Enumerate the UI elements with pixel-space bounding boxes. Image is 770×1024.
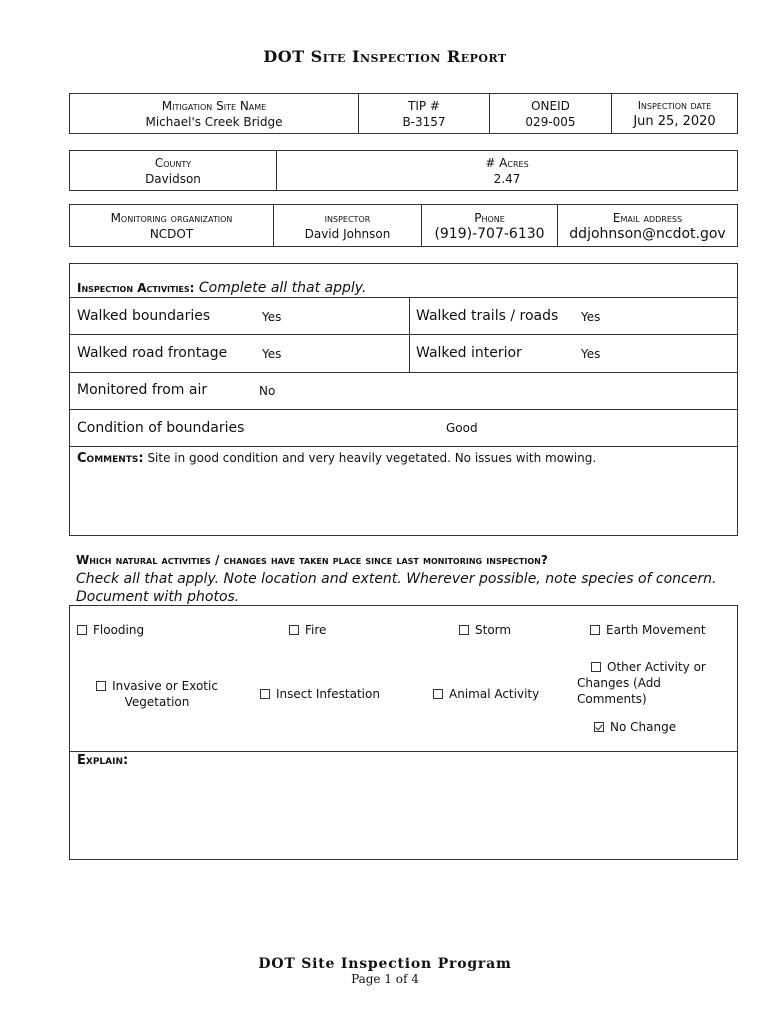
activities-header bbox=[77, 280, 366, 296]
phone-label: Phone bbox=[474, 210, 505, 225]
date-label: Inspection date bbox=[637, 98, 712, 112]
comments-label: Comments: bbox=[77, 451, 144, 466]
walked-boundaries-value: Yes bbox=[262, 310, 282, 324]
no-change-checkbox[interactable] bbox=[594, 722, 604, 732]
site-name-value: Michael's Creek Bridge bbox=[145, 114, 283, 129]
fire-checkbox[interactable] bbox=[289, 625, 299, 635]
natural-instruction-line2: Document with photos. bbox=[76, 589, 240, 605]
invasive-label-line1: Invasive or Exotic bbox=[112, 679, 218, 693]
invasive-option[interactable] bbox=[92, 678, 222, 710]
tip-value: B-3157 bbox=[402, 114, 446, 129]
natural-instruction-line1: Check all that apply. Note location and extent. Wherever possible, note species of concern. bbox=[76, 571, 717, 587]
comments-text: Site in good condition and very heavily vegetated. No issues with mowing. bbox=[147, 451, 597, 465]
site-name-label: Mitigation Site Name bbox=[161, 98, 267, 113]
inspector-value: David Johnson bbox=[304, 226, 391, 241]
no-change-option[interactable] bbox=[594, 719, 676, 735]
earth-movement-option[interactable] bbox=[590, 622, 706, 638]
acres-cell bbox=[277, 151, 738, 191]
no-change-label: No Change bbox=[610, 720, 677, 734]
walked-trails-value: Yes bbox=[581, 310, 601, 324]
natural-activities-section bbox=[69, 605, 738, 860]
date-cell bbox=[612, 94, 738, 134]
natural-heading: Which natural activities / changes have taken place since last monitoring inspection? bbox=[76, 553, 548, 567]
inspection-activities-section bbox=[69, 263, 738, 536]
comments-block bbox=[77, 451, 596, 466]
walked-road-frontage-label: Walked road frontage bbox=[77, 345, 228, 361]
column-divider bbox=[409, 298, 410, 334]
footer-page: Page 1 of 4 bbox=[351, 972, 419, 986]
walked-road-frontage-value: Yes bbox=[262, 347, 282, 361]
inspector-cell bbox=[274, 205, 422, 247]
county-cell bbox=[70, 151, 277, 191]
county-table bbox=[69, 150, 738, 191]
other-label-line2: Changes (Add bbox=[577, 676, 661, 690]
monitored-air-label: Monitored from air bbox=[77, 382, 208, 398]
other-label-line3: Comments) bbox=[577, 692, 647, 706]
activities-heading: Inspection Activities: bbox=[77, 281, 195, 295]
explain-row bbox=[70, 751, 737, 860]
activity-row-1 bbox=[70, 297, 737, 334]
flooding-checkbox[interactable] bbox=[77, 625, 87, 635]
oneid-label: ONEID bbox=[531, 98, 570, 113]
animal-checkbox[interactable] bbox=[433, 689, 443, 699]
condition-label: Condition of boundaries bbox=[77, 420, 245, 436]
contact-table bbox=[69, 204, 738, 247]
inspector-label: inspector bbox=[324, 210, 371, 225]
acres-value: 2.47 bbox=[493, 171, 521, 186]
storm-label: Storm bbox=[475, 623, 512, 637]
invasive-checkbox[interactable] bbox=[96, 681, 106, 691]
storm-option[interactable] bbox=[459, 622, 511, 638]
fire-label: Fire bbox=[305, 623, 327, 637]
site-name-cell bbox=[70, 94, 359, 134]
activity-row-2 bbox=[70, 334, 737, 372]
insect-label: Insect Infestation bbox=[276, 687, 380, 701]
fire-option[interactable] bbox=[289, 622, 326, 638]
activity-row-4 bbox=[70, 409, 737, 446]
oneid-cell bbox=[490, 94, 612, 134]
earth-movement-label: Earth Movement bbox=[606, 623, 706, 637]
org-cell bbox=[70, 205, 274, 247]
insect-option[interactable] bbox=[260, 686, 380, 702]
email-label: Email address bbox=[612, 210, 683, 225]
flooding-option[interactable] bbox=[77, 622, 144, 638]
activity-row-3 bbox=[70, 372, 737, 409]
other-checkbox[interactable] bbox=[591, 662, 601, 672]
insect-checkbox[interactable] bbox=[260, 689, 270, 699]
walked-interior-label: Walked interior bbox=[416, 345, 522, 361]
walked-trails-label: Walked trails / roads bbox=[416, 308, 559, 324]
tip-label: TIP # bbox=[408, 98, 440, 113]
explain-label: Explain: bbox=[77, 753, 129, 768]
email-cell bbox=[558, 205, 738, 247]
date-value: Jun 25, 2020 bbox=[633, 113, 716, 129]
tip-cell bbox=[359, 94, 490, 134]
invasive-label-line2: Vegetation bbox=[124, 695, 190, 709]
org-label: Monitoring organization bbox=[110, 210, 233, 225]
storm-checkbox[interactable] bbox=[459, 625, 469, 635]
phone-cell bbox=[422, 205, 558, 247]
email-value: ddjohnson@ncdot.gov bbox=[569, 225, 726, 242]
column-divider bbox=[409, 335, 410, 372]
page-title: DOT Site Inspection Report bbox=[263, 47, 507, 66]
county-value: Davidson bbox=[145, 171, 201, 186]
acres-label: # Acres bbox=[485, 155, 529, 170]
animal-option[interactable] bbox=[433, 686, 539, 702]
site-info-table bbox=[69, 93, 738, 134]
earth-movement-checkbox[interactable] bbox=[590, 625, 600, 635]
condition-value: Good bbox=[446, 421, 478, 435]
walked-interior-value: Yes bbox=[581, 347, 601, 361]
oneid-value: 029-005 bbox=[525, 114, 576, 129]
phone-value: (919)-707-6130 bbox=[434, 225, 545, 242]
monitored-air-value: No bbox=[259, 384, 276, 398]
footer-program: DOT Site Inspection Program bbox=[258, 956, 512, 972]
other-label-line1: Other Activity or bbox=[607, 660, 706, 674]
animal-label: Animal Activity bbox=[449, 687, 540, 701]
other-option[interactable] bbox=[577, 659, 727, 707]
org-value: NCDOT bbox=[149, 226, 194, 241]
walked-boundaries-label: Walked boundaries bbox=[77, 308, 211, 324]
county-label: County bbox=[154, 155, 192, 170]
activities-instruction: Complete all that apply. bbox=[198, 280, 367, 296]
flooding-label: Flooding bbox=[93, 623, 145, 637]
comments-row bbox=[70, 446, 737, 536]
